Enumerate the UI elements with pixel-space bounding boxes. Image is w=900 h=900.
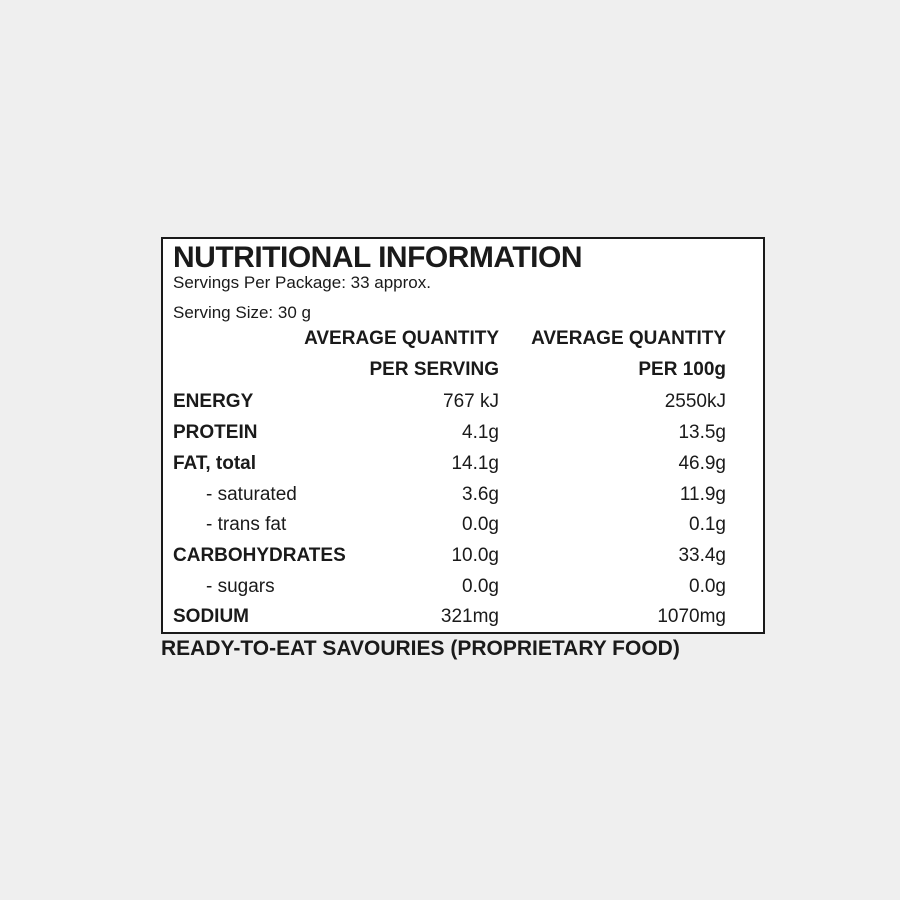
value-per-100g: 0.1g <box>689 514 726 535</box>
row-label: ENERGY <box>173 391 254 412</box>
header-per-serving-line2: PER SERVING <box>369 359 499 380</box>
table-row-saturated <box>163 479 763 510</box>
header-per-100g-line1: AVERAGE QUANTITY <box>531 328 726 349</box>
servings-per-package: Servings Per Package: 33 approx. <box>173 273 431 292</box>
value-per-100g: 0.0g <box>689 576 726 597</box>
value-per-100g: 33.4g <box>678 545 726 566</box>
value-per-100g: 1070mg <box>657 606 726 627</box>
value-per-serving: 0.0g <box>462 576 499 597</box>
value-per-100g: 11.9g <box>679 484 726 505</box>
row-label: CARBOHYDRATES <box>173 545 346 566</box>
panel-title: NUTRITIONAL INFORMATION <box>173 241 583 274</box>
row-label: - trans fat <box>206 514 287 535</box>
value-per-serving: 321mg <box>440 606 499 627</box>
table-row-protein <box>163 417 763 448</box>
nutrition-panel <box>161 237 765 634</box>
value-per-serving: 4.1g <box>462 422 499 443</box>
table-row-energy <box>163 386 763 417</box>
value-per-100g: 13.5g <box>678 422 726 443</box>
product-category-footer: READY-TO-EAT SAVOURIES (PROPRIETARY FOOD) <box>161 637 680 660</box>
value-per-100g: 2550kJ <box>664 391 726 412</box>
value-per-100g: 46.9g <box>678 453 726 474</box>
table-row-fat-total <box>163 448 763 479</box>
row-label: - sugars <box>206 576 275 597</box>
row-label: PROTEIN <box>173 422 258 443</box>
table-row-sugars <box>163 571 763 602</box>
header-per-serving-line1: AVERAGE QUANTITY <box>304 328 499 349</box>
value-per-serving: 0.0g <box>462 514 499 535</box>
row-label: - saturated <box>206 484 297 505</box>
row-label: FAT, total <box>173 453 257 474</box>
table-row-sodium <box>163 601 763 632</box>
value-per-serving: 3.6g <box>462 484 499 505</box>
table-row-carbohydrates <box>163 540 763 571</box>
serving-size: Serving Size: 30 g <box>173 303 311 322</box>
header-per-100g-line2: PER 100g <box>638 359 726 380</box>
value-per-serving: 10.0g <box>451 545 499 566</box>
row-label: SODIUM <box>173 606 249 627</box>
table-row-trans-fat <box>163 509 763 540</box>
value-per-serving: 767 kJ <box>443 391 499 412</box>
value-per-serving: 14.1g <box>451 453 499 474</box>
